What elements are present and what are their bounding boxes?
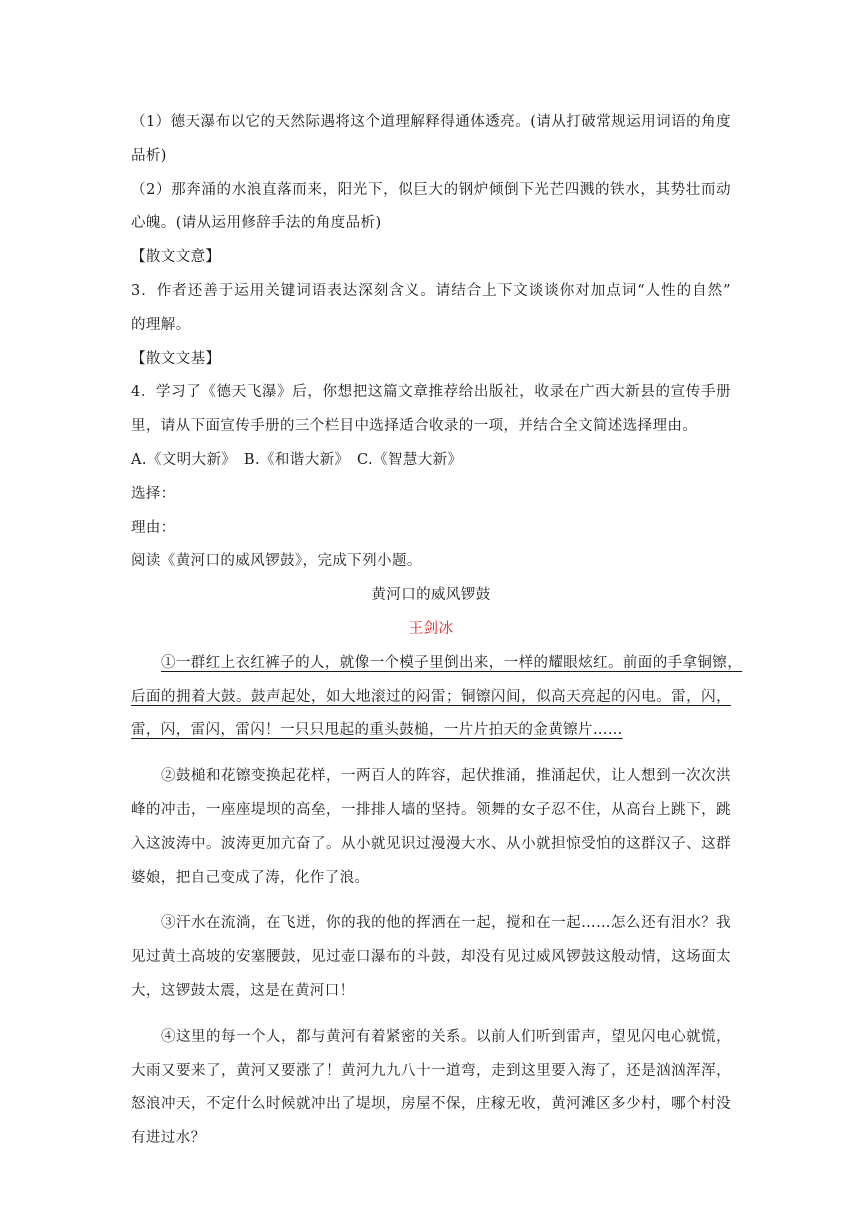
question-2-1-line-2: 品析) [131,147,167,164]
paragraph-3 [131,907,731,1008]
answer-reason-label: 理由： [131,519,176,536]
paragraph-2 [131,760,731,895]
paragraph-4 [131,1021,731,1156]
question-2-2-line-1: （2）那奔涌的水浪直落而来，阳光下，似巨大的钢炉倾倒下光芒四溅的铁水，其势壮而动 [131,181,731,198]
paragraph-3-line-2: 见过黄土高坡的安塞腰鼓，见过壶口瀑布的斗鼓，却没有见过威风锣鼓这般动情，这场面太 [131,949,731,966]
answer-choice-label: 选择： [131,485,176,502]
paragraph-4-line-3: 怒浪冲天，不定什么时候就冲出了堤坝，房屋不保，庄稼无收，黄河滩区多少村，哪个村没 [131,1096,731,1113]
question-4-options: A.《文明大新》 B.《和谐大新》 C.《智慧大新》 [131,451,463,468]
question-3-line-2: 的理解。 [131,316,191,333]
paragraph-2-line-3: 入这波涛中。波涛更加亢奋了。从小就见识过漫漫大水、从小就担惊受怕的这群汉子、这群 [131,835,731,852]
reading-instruction: 阅读《黄河口的威风锣鼓》，完成下列小题。 [131,553,422,570]
question-2-2-line-2: 心魄。(请从运用修辞手法的角度品析) [131,215,382,232]
article-title: 黄河口的威风锣鼓 [371,587,491,604]
paragraph-1-line-2: 后面的拥着大鼓。鼓声起处，如大地滚过的闷雷；铜镲闪间，似高天亮起的闪电。雷，闪， [131,688,731,705]
paragraph-1-line-1: ①一群红上衣红裤子的人，就像一个模子里倒出来，一样的耀眼炫红。前面的手拿铜镲， [161,654,743,671]
paragraph-4-line-2: 大雨又要来了，黄河又要涨了！黄河九九八十一道弯，走到这里要入海了，还是汹汹浑浑， [131,1062,731,1079]
section-heading-meaning: 【散文文意】 [131,249,221,266]
paragraph-2-line-2: 峰的冲击，一座座堤坝的高垒，一排排人墙的坚持。领舞的女子忍不住，从高台上跳下，跳 [131,801,731,818]
paragraph-1 [131,647,743,748]
question-2-1-line-1: （1）德天瀑布以它的天然际遇将这个道理解释得通体透亮。(请从打破常规运用词语的角度 [131,114,731,130]
paragraph-3-line-3: 大，这锣鼓太震，这是在黄河口！ [131,982,355,999]
paragraph-1-line-3: 雷，闪，雷闪，雷闪！一只只甩起的重头鼓槌，一片片拍天的金黄镲片…… [131,722,623,739]
paragraph-4-line-4: 有进过水？ [131,1130,206,1147]
question-4-line-2: 里，请从下面宣传手册的三个栏目中选择适合收录的一项，并结合全文简述选择理由。 [131,418,698,435]
paragraph-4-line-1: ④这里的每一个人，都与黄河有着紧密的关系。以前人们听到雷声，望见闪电心就慌， [161,1028,731,1045]
question-3-line-1: 3．作者还善于运用关键词语表达深刻含义。请结合上下文谈谈你对加点词“人性的自然” [131,282,731,299]
article-author: 王剑冰 [408,620,454,637]
paragraph-2-line-1: ②鼓槌和花镲变换起花样，一两百人的阵容，起伏推涌，推涌起伏，让人想到一次次洪 [161,768,731,785]
paragraph-3-line-1: ③汗水在流淌，在飞迸，你的我的他的挥洒在一起，搅和在一起……怎么还有泪水？我 [161,915,731,932]
document-body [131,106,743,1156]
paragraph-2-line-4: 婆娘，把自己变成了涛，化作了浪。 [131,869,370,886]
question-4-line-1: 4．学习了《德天飞瀑》后，你想把这篇文章推荐给出版社，收录在广西大新县的宣传手册 [131,384,731,401]
section-heading-basics: 【散文文基】 [131,350,221,367]
